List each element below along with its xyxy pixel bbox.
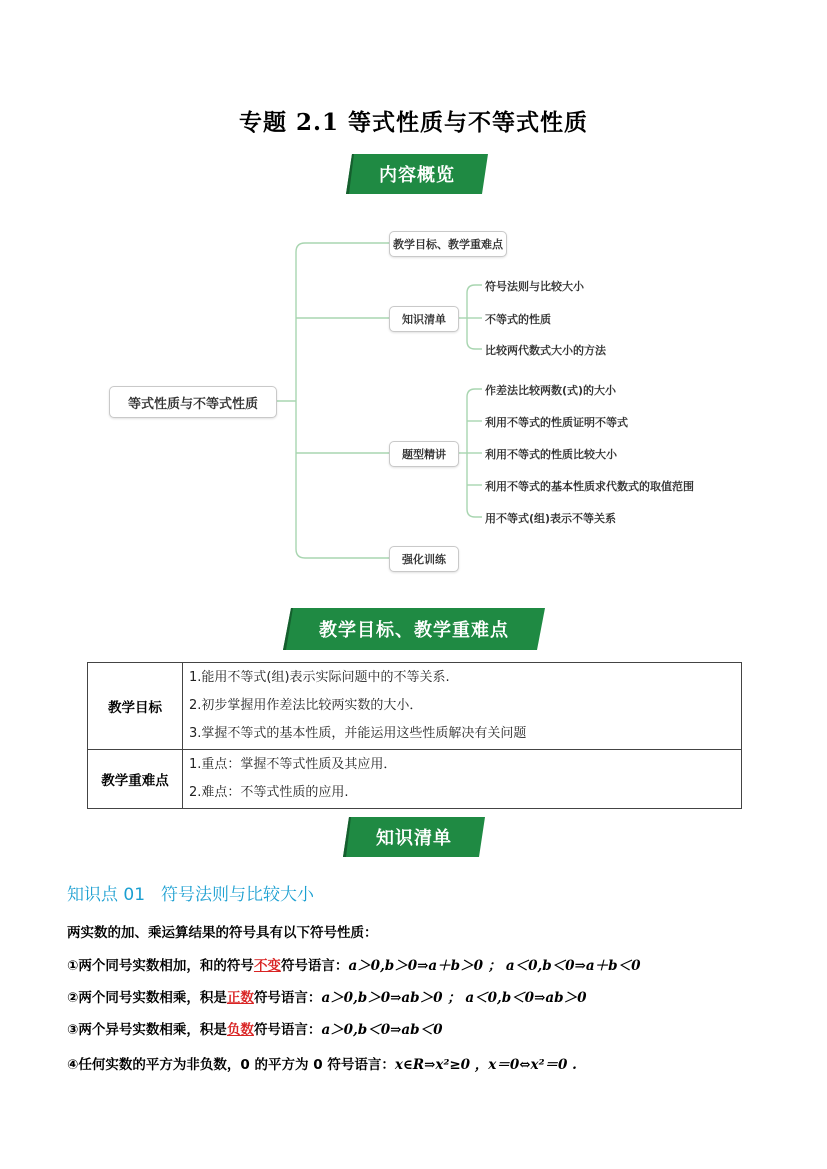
mindmap-leaf: 比较两代数式大小的方法 (485, 344, 606, 357)
mindmap-leaf: 不等式的性质 (485, 313, 551, 326)
goal-item: 1.能用不等式(组)表示实际问题中的不等关系. (189, 670, 450, 685)
goal-item: 2.初步掌握用作差法比较两实数的大小． (189, 698, 423, 713)
mindmap-branch-goals: 教学目标、教学重难点 (389, 231, 507, 257)
rule-formula: x∈R⇒x²≥0 ，x＝0⇔x²＝0 . (394, 1057, 577, 1073)
mindmap-leaf: 利用不等式的性质证明不等式 (485, 416, 628, 429)
knowledge-point-title: 符号法则与比较大小 (161, 885, 315, 905)
rule-1 (67, 954, 640, 974)
knowledge-point-label: 知识点 01 (67, 885, 146, 905)
mindmap-leaf: 利用不等式的基本性质求代数式的取值范围 (485, 480, 694, 493)
rule-formula: a＞0,b＞0⇒ab＞0 ； a＜0,b＜0⇒ab＞0 (321, 990, 587, 1006)
goal-item: 3.掌握不等式的基本性质，并能运用这些性质解决有关问题 (189, 726, 527, 741)
keypoint-item: 2.难点：不等式性质的应用. (189, 785, 349, 800)
mindmap-branch-training: 强化训练 (389, 546, 459, 572)
rule-emphasis: 负数 (226, 1022, 254, 1038)
keypoints-cell (183, 750, 742, 809)
rule-emphasis: 正数 (226, 990, 254, 1006)
rule-2 (67, 986, 586, 1006)
keypoint-item: 1.重点：掌握不等式性质及其应用． (189, 757, 397, 772)
rules-intro: 两实数的加、乘运算结果的符号具有以下符号性质： (67, 925, 378, 941)
mindmap-leaf: 作差法比较两数(式)的大小 (485, 384, 617, 397)
goals-header: 教学目标 (88, 663, 183, 750)
mindmap-branch-knowledge: 知识清单 (389, 306, 459, 332)
rule-text: ③两个异号实数相乘，积是 (67, 1022, 227, 1038)
table-row (88, 663, 742, 750)
mindmap-leaf: 符号法则与比较大小 (485, 280, 584, 293)
rule-3 (67, 1018, 443, 1038)
rule-formula: a＞0,b＜0⇒ab＜0 (321, 1022, 443, 1038)
rule-text: ④任何实数的平方为非负数，0 的平方为 0 符号语言： (67, 1057, 395, 1073)
rule-text: 符号语言： (253, 1022, 322, 1038)
banner-knowledge (343, 817, 485, 857)
keypoints-header: 教学重难点 (88, 750, 183, 809)
mindmap-leaf: 用不等式(组)表示不等关系 (485, 512, 617, 525)
rule-formula: a＞0,b＞0⇒a＋b＞0 ； a＜0,b＜0⇒a＋b＜0 (348, 958, 641, 974)
page-title: 专题 2.1 等式性质与不等式性质 (238, 109, 589, 136)
rule-emphasis: 不变 (253, 958, 281, 974)
goals-table (87, 662, 742, 809)
banner-overview-label: 内容概览 (379, 165, 455, 186)
mindmap-root: 等式性质与不等式性质 (109, 386, 277, 418)
rule-4 (67, 1053, 577, 1073)
rule-text: 符号语言： (280, 958, 349, 974)
rule-text: 符号语言： (253, 990, 322, 1006)
rule-text: ①两个同号实数相加，和的符号 (67, 958, 254, 974)
banner-knowledge-label: 知识清单 (376, 828, 452, 849)
table-row (88, 750, 742, 809)
mindmap-branch-questions: 题型精讲 (389, 441, 459, 467)
banner-goals (283, 608, 545, 650)
goals-cell (183, 663, 742, 750)
mindmap-leaf: 利用不等式的性质比较大小 (485, 448, 617, 461)
banner-goals-label: 教学目标、教学重难点 (319, 620, 509, 641)
rule-text: ②两个同号实数相乘，积是 (67, 990, 227, 1006)
knowledge-point-heading (67, 880, 314, 905)
